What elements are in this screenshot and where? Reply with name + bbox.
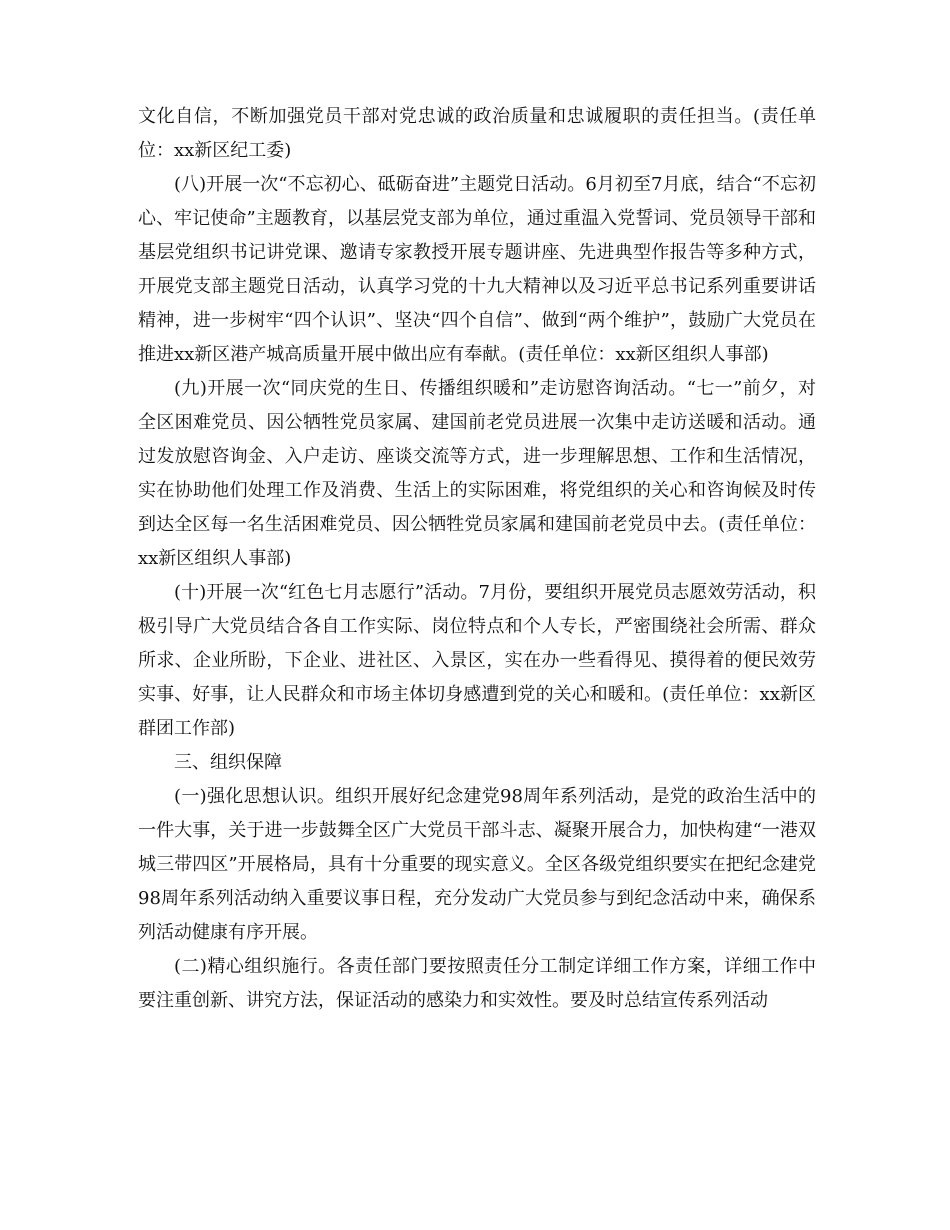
section-heading-organization-guarantee: 三、组织保障 [174, 752, 282, 773]
paragraph-continuation: 文化自信，不断加强党员干部对党忠诚的政治质量和忠诚履职的责任担当。(责任单位：xx新区纪工委) [138, 106, 816, 161]
paragraph-item-9: (九)开展一次“同庆党的生日、传播组织暖和”走访慰咨询活动。“七一”前夕，对全区困难党员、因公牺牲党员家属、建国前老党员进展一次集中走访送暖和活动。通过发放慰咨询金、入户走访、座谈交流等方式，进一步理解思想、工作和生活情况，实在协助他们处理工作及消费、生活上的实际困难，将党组织的关心和咨询候及时传到达全区每一名生活困难党员、因公牺牲党员家属和建国前老党员中去。(责任单位：xx新区组织人事部) [138, 378, 816, 569]
paragraph-guarantee-2: (二)精心组织施行。各责任部门要按照责任分工制定详细工作方案，详细工作中要注重创新、讲究方法，保证活动的感染力和实效性。要及时总结宣传系列活动 [138, 956, 816, 1011]
paragraph-item-8: (八)开展一次“不忘初心、砥砺奋进”主题党日活动。6月初至7月底，结合“不忘初心、牢记使命”主题教育，以基层党支部为单位，通过重温入党誓词、党员领导干部和基层党组织书记讲党课、邀请专家教授开展专题讲座、先进典型作报告等多种方式，开展党支部主题党日活动，认真学习党的十九大精神以及习近平总书记系列重要讲话精神，进一步树牢“四个认识”、坚决“四个自信”、做到“两个维护”，鼓励广大党员在推进xx新区港产城高质量开展中做出应有奉献。(责任单位：xx新区组织人事部) [138, 174, 816, 365]
document-body [138, 100, 816, 1018]
paragraph-guarantee-1: (一)强化思想认识。组织开展好纪念建党98周年系列活动，是党的政治生活中的一件大事，关于进一步鼓舞全区广大党员干部斗志、凝聚开展合力，加快构建“一港双城三带四区”开展格局，具有十分重要的现实意义。全区各级党组织要实在把纪念建党98周年系列活动纳入重要议事日程，充分发动广大党员参与到纪念活动中来，确保系列活动健康有序开展。 [138, 786, 816, 943]
paragraph-item-10: (十)开展一次“红色七月志愿行”活动。7月份，要组织开展党员志愿效劳活动，积极引导广大党员结合各自工作实际、岗位特点和个人专长，严密围绕社会所需、群众所求、企业所盼，下企业、进社区、入景区，实在办一些看得见、摸得着的便民效劳实事、好事，让人民群众和市场主体切身感遭到党的关心和暖和。(责任单位：xx新区群团工作部) [138, 582, 816, 739]
